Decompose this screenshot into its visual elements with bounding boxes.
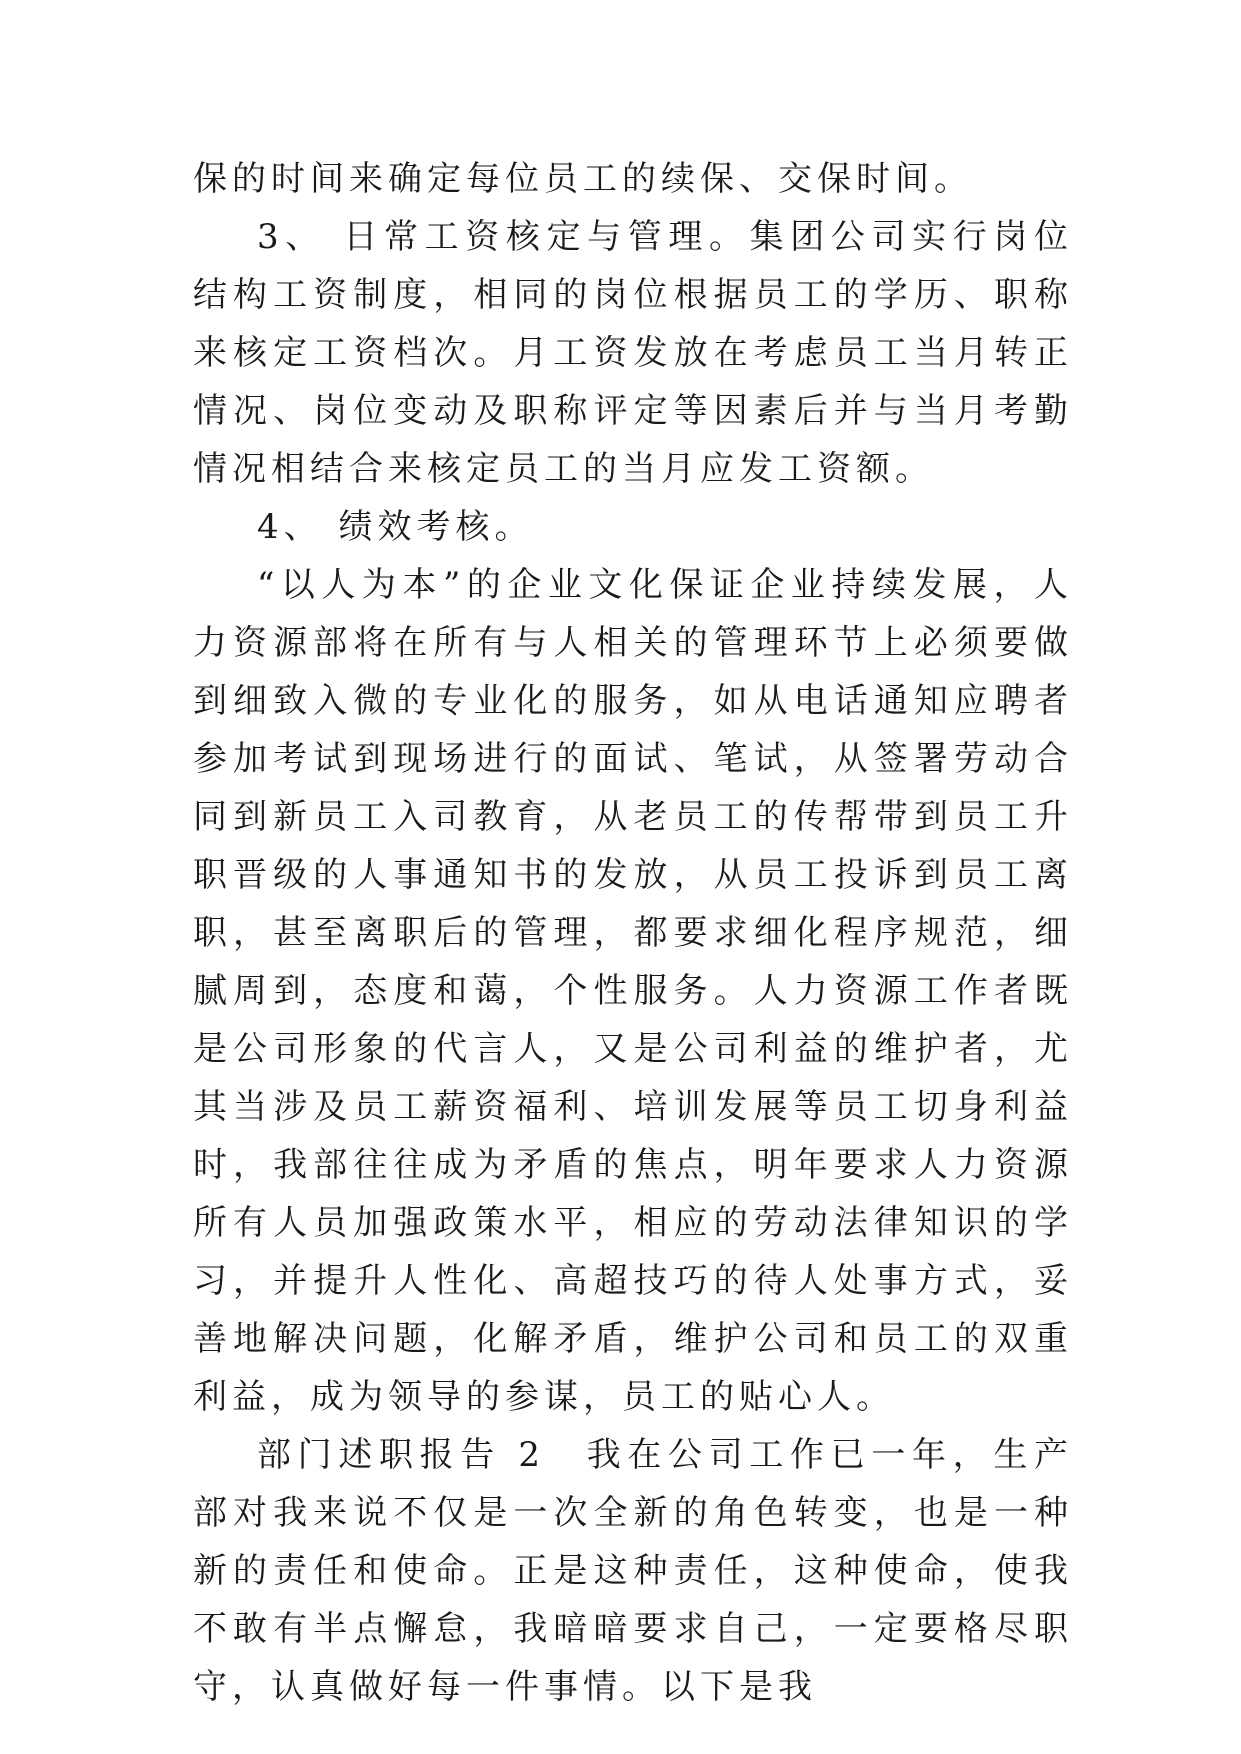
paragraph-4: “以人为本”的企业文化保证企业持续发展，人力资源部将在所有与人相关的管理环节上必须要做到细致入微的专业化的服务，如从电话通知应聘者参加考试到现场进行的面试、笔试，从签署劳动合同到新员工入司教育，从老员工的传帮带到员工升职晋级的人事通知书的发放，从员工投诉到员工离职，甚至离职后的管理，都要求细化程序规范，细腻周到，态度和蔼，个性服务。人力资源工作者既是公司形象的代言人，又是公司利益的维护者，尤其当涉及员工薪资福利、培训发展等员工切身利益时，我部往往成为矛盾的焦点，明年要求人力资源所有人员加强政策水平，相应的劳动法律知识的学习，并提升人性化、高超技巧的待人处事方式，妥善地解决问题，化解矛盾，维护公司和员工的双重利益，成为领导的参谋，员工的贴心人。 bbox=[193, 565, 1073, 1417]
report-heading: 部门述职报告 2 bbox=[257, 1435, 546, 1475]
paragraph-2: 3、 日常工资核定与管理。集团公司实行岗位结构工资制度，相同的岗位根据员工的学历、职称来核定工资档次。月工资发放在考虑员工当月转正情况、岗位变动及职称评定等因素后并与当月考勤情况相结合来核定员工的当月应发工资额。 bbox=[193, 217, 1073, 489]
paragraph-3: 4、 绩效考核。 bbox=[257, 507, 534, 547]
report-body: 我在公司工作已一年，生产部对我来说不仅是一次全新的角色转变，也是一种新的责任和使命。正是这种责任，这种使命，使我不敢有半点懈怠，我暗暗要求自己，一定要格尽职守，认真做好每一件事情。以下是我 bbox=[193, 1435, 1073, 1707]
document-body bbox=[193, 150, 1073, 1716]
paragraph-1: 保的时间来确定每位员工的续保、交保时间。 bbox=[193, 159, 973, 199]
paragraph-5 bbox=[193, 1426, 1073, 1716]
